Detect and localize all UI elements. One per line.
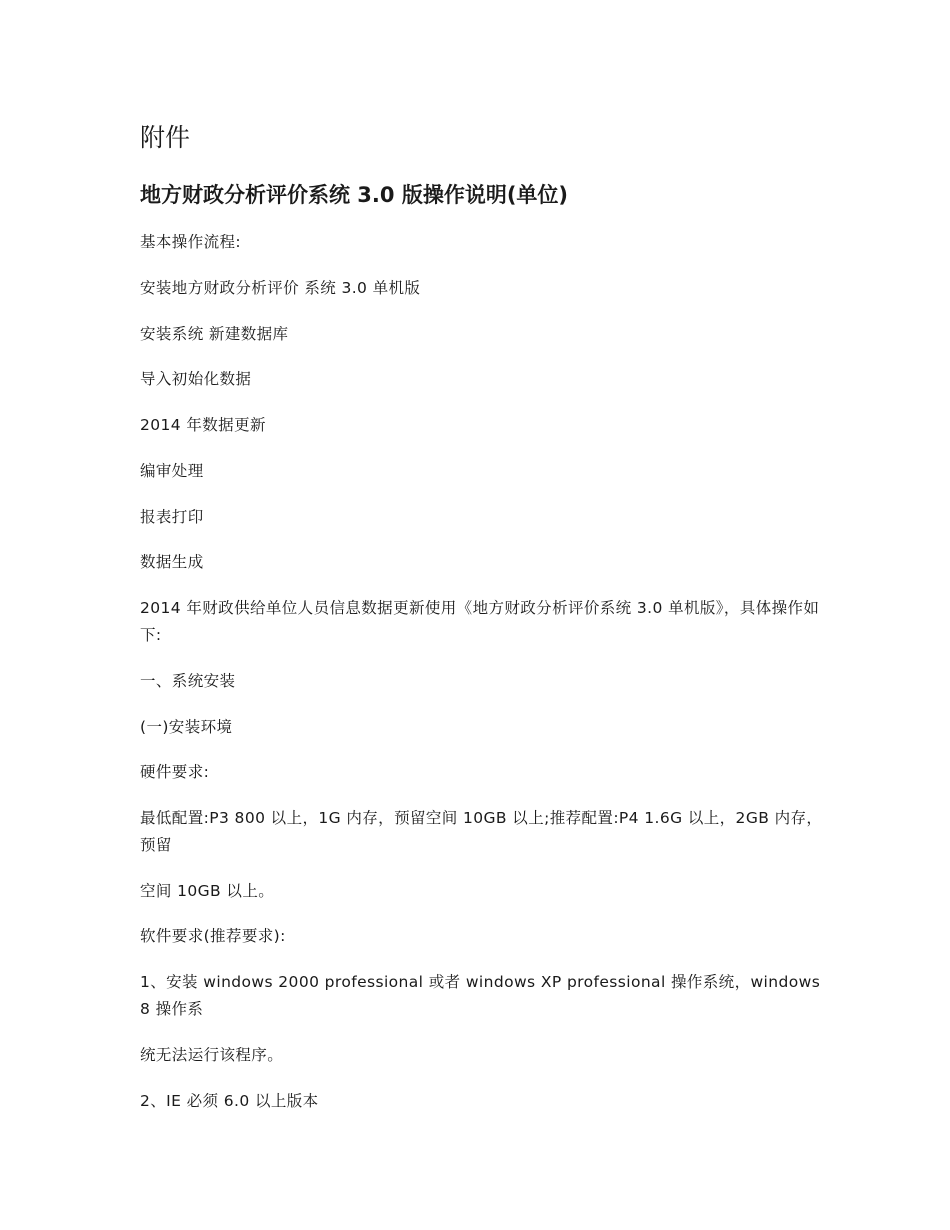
subsection-heading-environment: (一)安装环境: [140, 718, 233, 736]
paragraph-step-review: 编审处理: [140, 462, 204, 480]
paragraph-step-data-update: 2014 年数据更新: [140, 416, 266, 434]
paragraph-intro: 2014 年财政供给单位人员信息数据更新使用《地方财政分析评价系统 3.0 单机版》，具体操作如下:: [140, 599, 820, 644]
section-heading-install: 一、系统安装: [140, 672, 236, 690]
paragraph-step-generate: 数据生成: [140, 553, 204, 571]
annex-label: 附件: [140, 123, 191, 152]
paragraph-basic-flow: 基本操作流程:: [140, 233, 242, 251]
paragraph-software-ie: 2、IE 必须 6.0 以上版本: [140, 1092, 319, 1110]
document-title: 地方财政分析评价系统 3.0 版操作说明(单位): [140, 183, 569, 207]
paragraph-step-print: 报表打印: [140, 508, 204, 526]
paragraph-software-os: 1、安装 windows 2000 professional 或者 windows XP professional 操作系统，windows 8 操作系: [140, 973, 821, 1018]
paragraph-hardware-label: 硬件要求:: [140, 763, 210, 781]
paragraph-software-label: 软件要求(推荐要求):: [140, 927, 286, 945]
paragraph-hardware-spec: 最低配置:P3 800 以上，1G 内存，预留空间 10GB 以上;推荐配置:P4 1.6G 以上，2GB 内存，预留: [140, 809, 823, 854]
paragraph-software-os-cont: 统无法运行该程序。: [140, 1046, 284, 1064]
paragraph-step-install-standalone: 安装地方财政分析评价 系统 3.0 单机版: [140, 279, 421, 297]
paragraph-hardware-spec-cont: 空间 10GB 以上。: [140, 882, 275, 900]
paragraph-step-new-database: 安装系统 新建数据库: [140, 325, 289, 343]
paragraph-step-import-init: 导入初始化数据: [140, 370, 252, 388]
